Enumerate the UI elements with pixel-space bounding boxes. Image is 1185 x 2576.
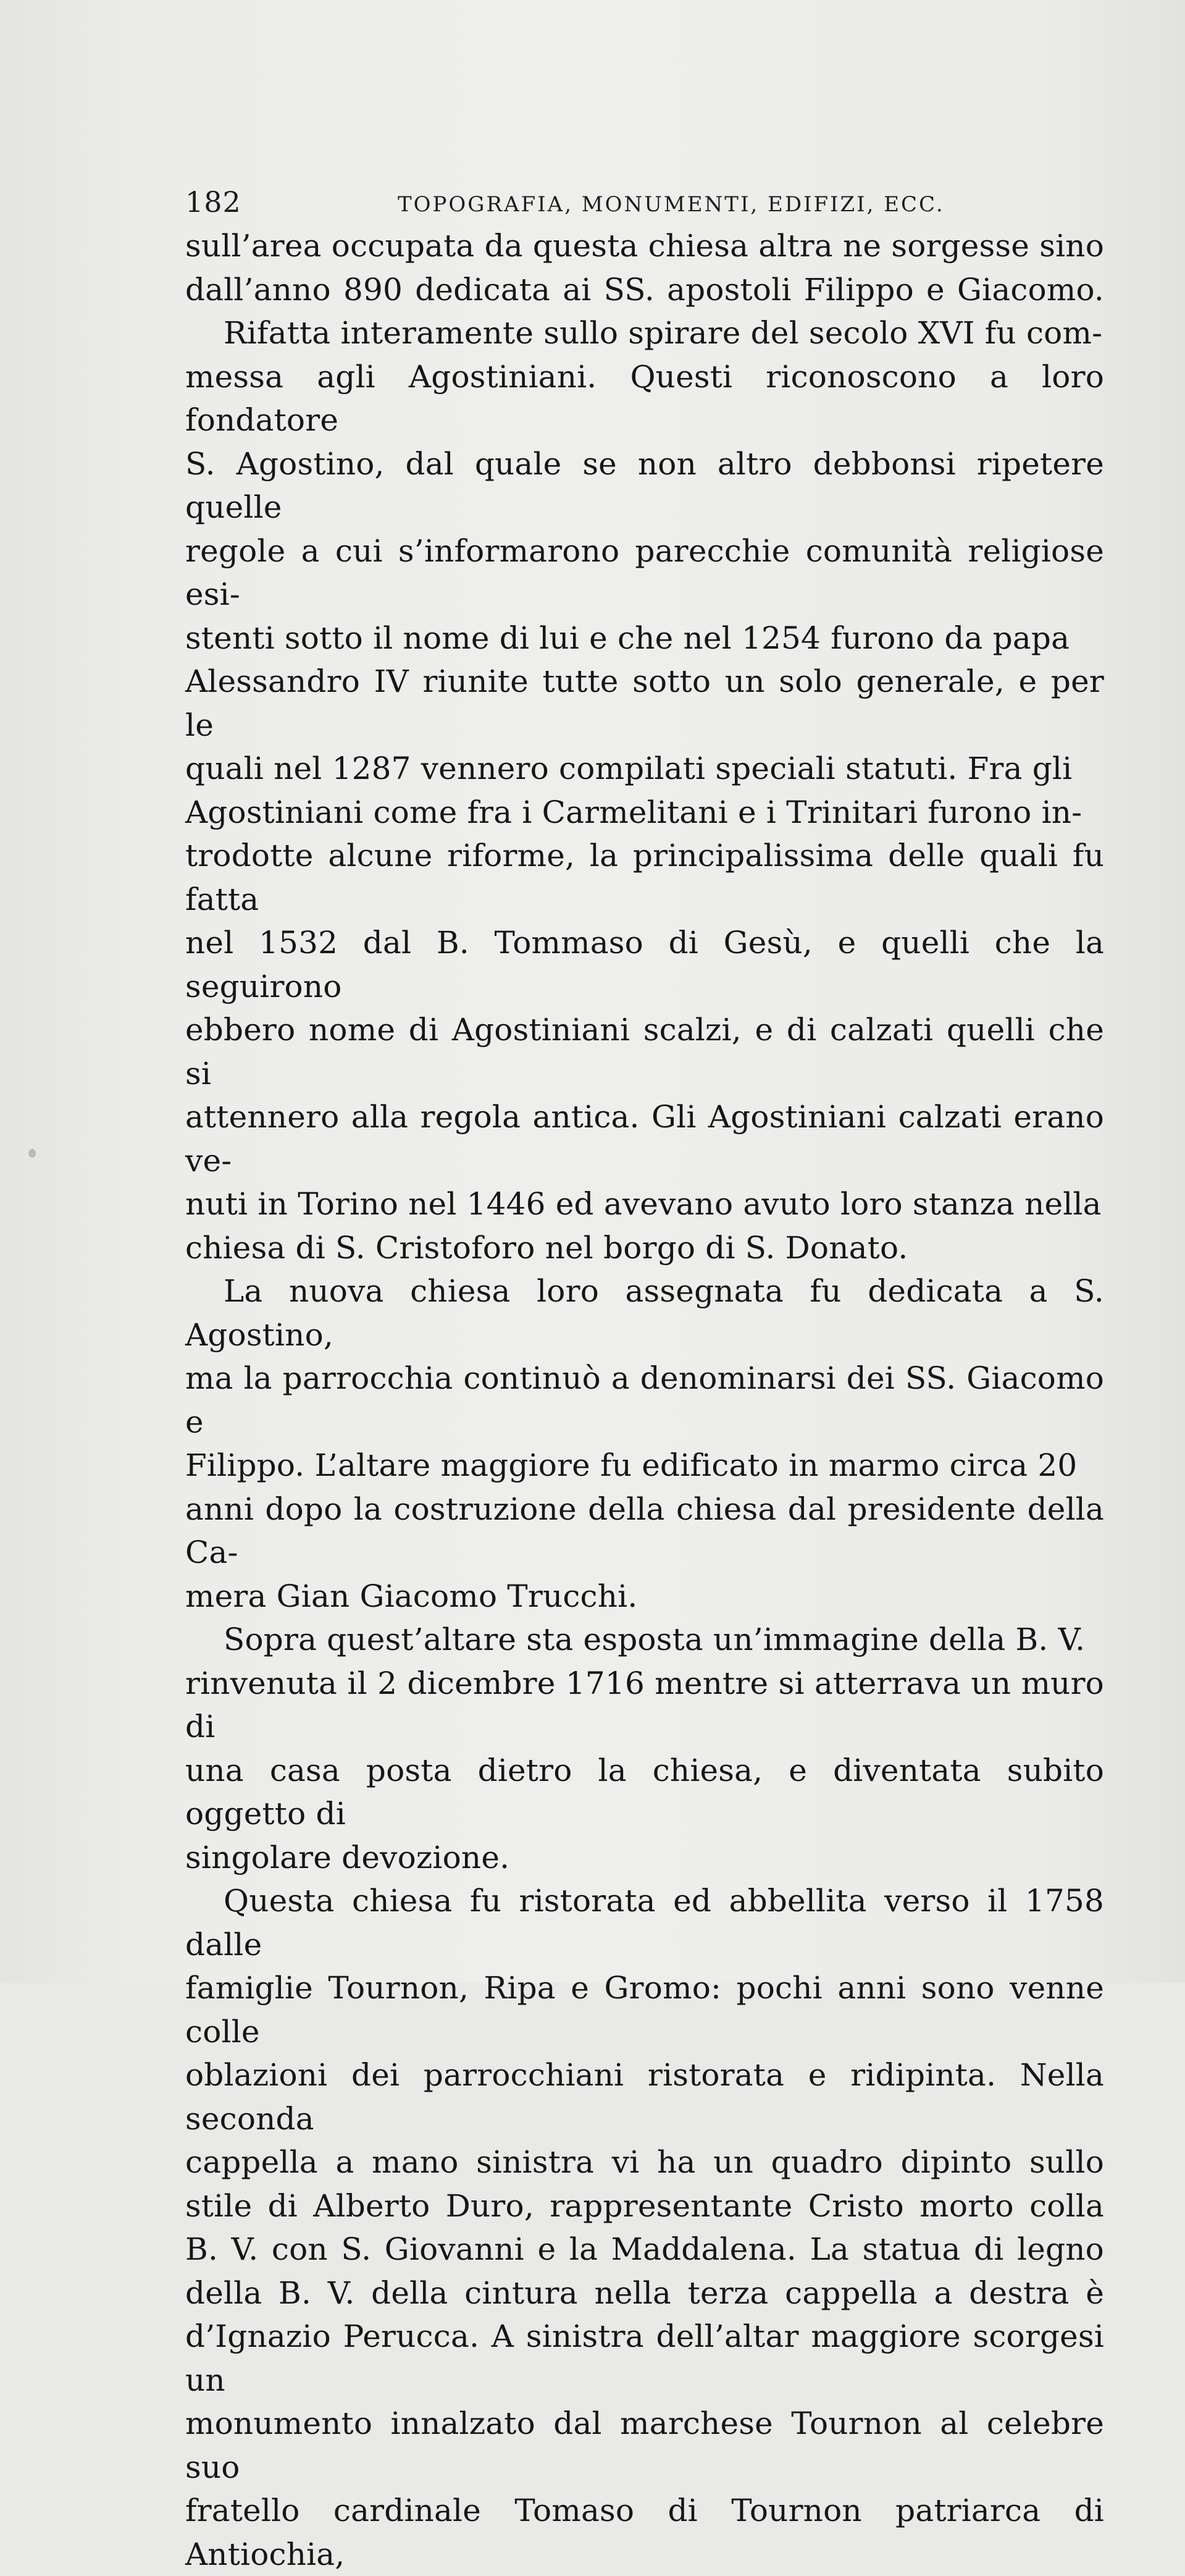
text-line: Rifatta interamente sullo spirare del secolo XVI fu com- [224,315,1103,351]
text-line: trodotte alcune riforme, la principalissima delle quali fu fatta [185,838,1104,917]
paragraph-5 [185,1879,1104,2576]
text-line: rinvenuta il 2 dicembre 1716 mentre si atterrava un muro di [185,1665,1104,1745]
text-line: della B. V. della cintura nella terza cappella a destra è [185,2275,1104,2311]
body-text [185,224,1104,2576]
text-line: quali nel 1287 vennero compilati speciali statuti. Fra gli [185,751,1073,786]
text-line: mera Gian Giacomo Trucchi. [185,1578,638,1614]
text-line: sull’area occupata da questa chiesa altra ne sorgesse sino [185,228,1104,264]
text-line: stenti sotto il nome di lui e che nel 1254 furono da papa [185,620,1070,656]
text-line: regole a cui s’informarono parecchie comunità religiose esi- [185,532,1104,612]
text-line: nuti in Torino nel 1446 ed avevano avuto loro stanza nella [185,1186,1102,1222]
text-line: Filippo. L’altare maggiore fu edificato in marmo circa 20 [185,1447,1078,1483]
text-line: nel 1532 dal B. Tommaso di Gesù, e quelli che la seguirono [185,925,1104,1004]
text-line: attennero alla regola antica. Gli Agostiniani calzati erano ve- [185,1099,1104,1179]
text-line: Sopra quest’altare sta esposta un’immagine della B. V. [224,1622,1086,1657]
text-line: singolare devozione. [185,1839,510,1875]
paragraph-4 [185,1618,1104,1879]
text-line: chiesa di S. Cristoforo nel borgo di S. Donato. [185,1229,908,1266]
text-line: anni dopo la costruzione della chiesa dal presidente della Ca- [185,1491,1104,1570]
text-line: stile di Alberto Duro, rappresentante Cristo morto colla [185,2187,1104,2224]
text-line: ma la parrocchia continuò a denominarsi dei SS. Giacomo e [185,1360,1104,1440]
text-line: Alessandro IV riunite tutte sotto un solo generale, e per le [185,663,1104,743]
text-line: B. V. con S. Giovanni e la Maddalena. La statua di legno [185,2231,1104,2267]
text-line: cappella a mano sinistra vi ha un quadro dipinto sullo [185,2144,1104,2180]
paper-speck [28,1149,36,1158]
text-line: oblazioni dei parrocchiani ristorata e ridipinta. Nella seconda [185,2057,1104,2137]
paragraph-3 [185,1269,1104,1618]
text-line: S. Agostino, dal quale se non altro debbonsi ripetere quelle [185,445,1104,525]
text-line: d’Ignazio Perucca. A sinistra dell’altar maggiore scorgesi un [185,2318,1104,2398]
text-line: Agostiniani come fra i Carmelitani e i Trinitari furono in- [185,794,1082,830]
paragraph-2 [185,311,1104,1269]
text-line: dall’anno 890 dedicata ai SS. apostoli Filippo e Giacomo. [185,271,1104,308]
text-line: Questa chiesa fu ristorata ed abbellita verso il 1758 dalle [185,1883,1104,1963]
text-line: famiglie Tournon, Ripa e Gromo: pochi anni sono venne colle [185,1970,1104,2050]
text-line: monumento innalzato dal marchese Tournon al celebre suo [185,2406,1104,2485]
text-line: La nuova chiesa loro assegnata fu dedicata a S. Agostino, [185,1273,1104,1353]
running-head [185,180,1112,224]
text-line: messa agli Agostiniani. Questi riconoscono a loro fondatore [185,358,1104,438]
text-line: ebbero nome di Agostiniani scalzi, e di calzati quelli che si [185,1012,1104,1092]
page-number: 182 [185,185,241,219]
paragraph-1 [185,224,1104,311]
text-line: una casa posta dietro la chiesa, e diventata subito oggetto di [185,1752,1104,1832]
text-line: fratello cardinale Tomaso di Tournon patriarca di Antiochia, [185,2493,1104,2572]
running-head-title: TOPOGRAFIA, MONUMENTI, EDIFIZI, ECC. [398,192,945,217]
